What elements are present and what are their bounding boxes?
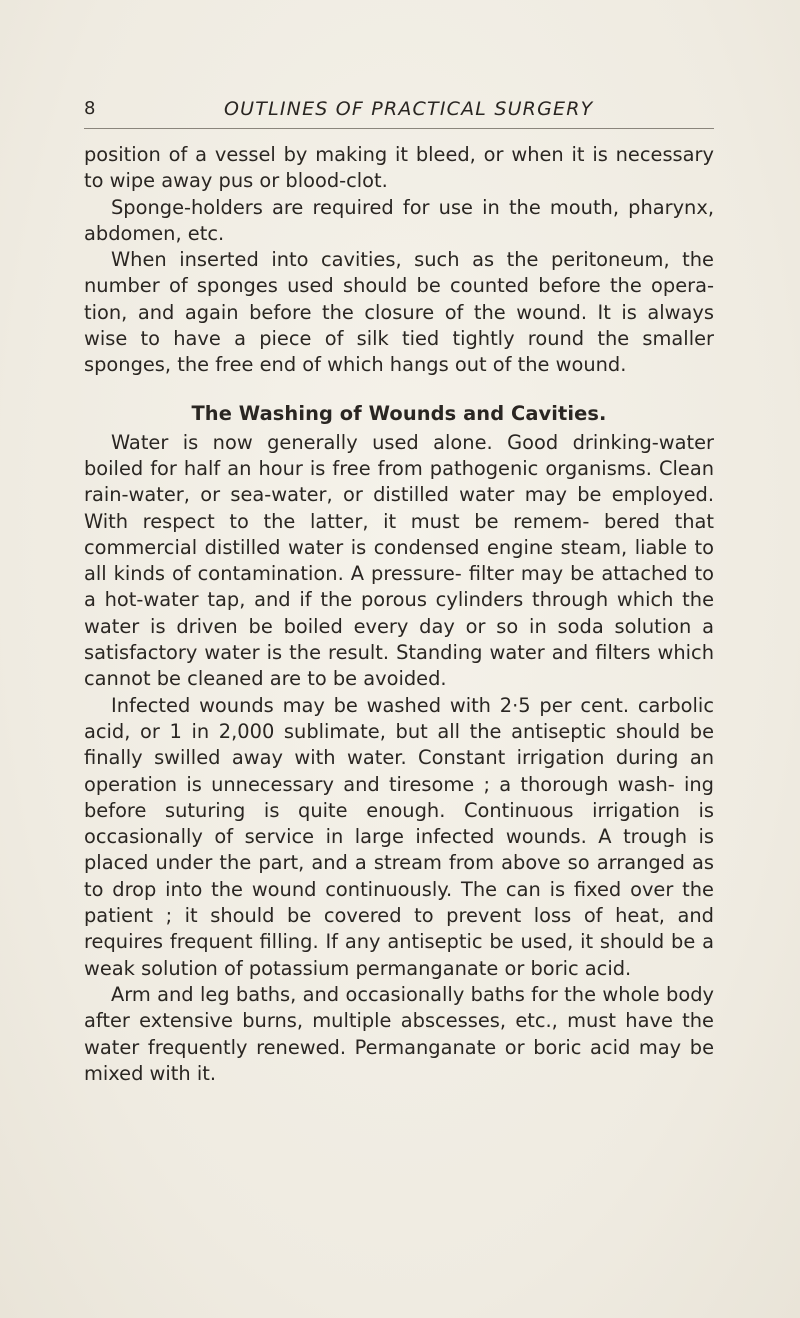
header-rule (84, 128, 714, 129)
paragraph: position of a vessel by making it bleed, or when it is necessary to wipe away pus or blood-clot. (84, 143, 714, 193)
body-text (84, 142, 714, 1087)
paragraph: Infected wounds may be washed with 2·5 per cent. carbolic acid, or 1 in 2,000 sublimate, but all the antiseptic should be finally swilled away with water. Constant irrigation during an operation is unnecessary and tiresome ; a thorough wash- ing before suturing is quite enough. Continuous irrigation is occasionally of service in large infected wounds. A trough is placed under the part, and a stream from above so arranged as to drop into the wound continuously. The can is fixed over the patient ; it should be covered to prevent loss of heat, and requires frequent filling. If any antiseptic be used, it should be a weak solution of potassium permanganate or boric acid. (84, 693, 714, 980)
paragraph: Water is now generally used alone. Good drinking-water boiled for half an hour is free from pathogenic organisms. Clean rain-water, or sea-water, or distilled water may be employed. With respect to the latter, it must be remem- bered that commercial distilled water is condensed engine steam, liable to all kinds of contamination. A pressure- filter may be attached to a hot-water tap, and if the porous cylinders through which the water is driven be boiled every day or so in soda solution a satisfactory water is the result. Standing water and filters which cannot be cleaned are to be avoided. (84, 430, 714, 691)
paragraph: Sponge-holders are required for use in the mouth, pharynx, abdomen, etc. (84, 195, 714, 245)
page-header (84, 98, 714, 128)
running-title: OUTLINES OF PRACTICAL SURGERY (224, 98, 594, 120)
section-heading: The Washing of Wounds and Cavities. (191, 401, 607, 425)
page-number: 8 (84, 98, 96, 119)
paragraph: When inserted into cavities, such as the peritoneum, the number of sponges used should be counted before the opera- tion, and again before the closure of the wound. It is always wise to have a piece of silk tied tightly round the smaller sponges, the free end of which hangs out of the wound. (84, 248, 714, 377)
paragraph: Arm and leg baths, and occasionally baths for the whole body after extensive burns, multiple abscesses, etc., must have the water frequently renewed. Permanganate or boric acid may be mixed with it. (84, 982, 714, 1085)
